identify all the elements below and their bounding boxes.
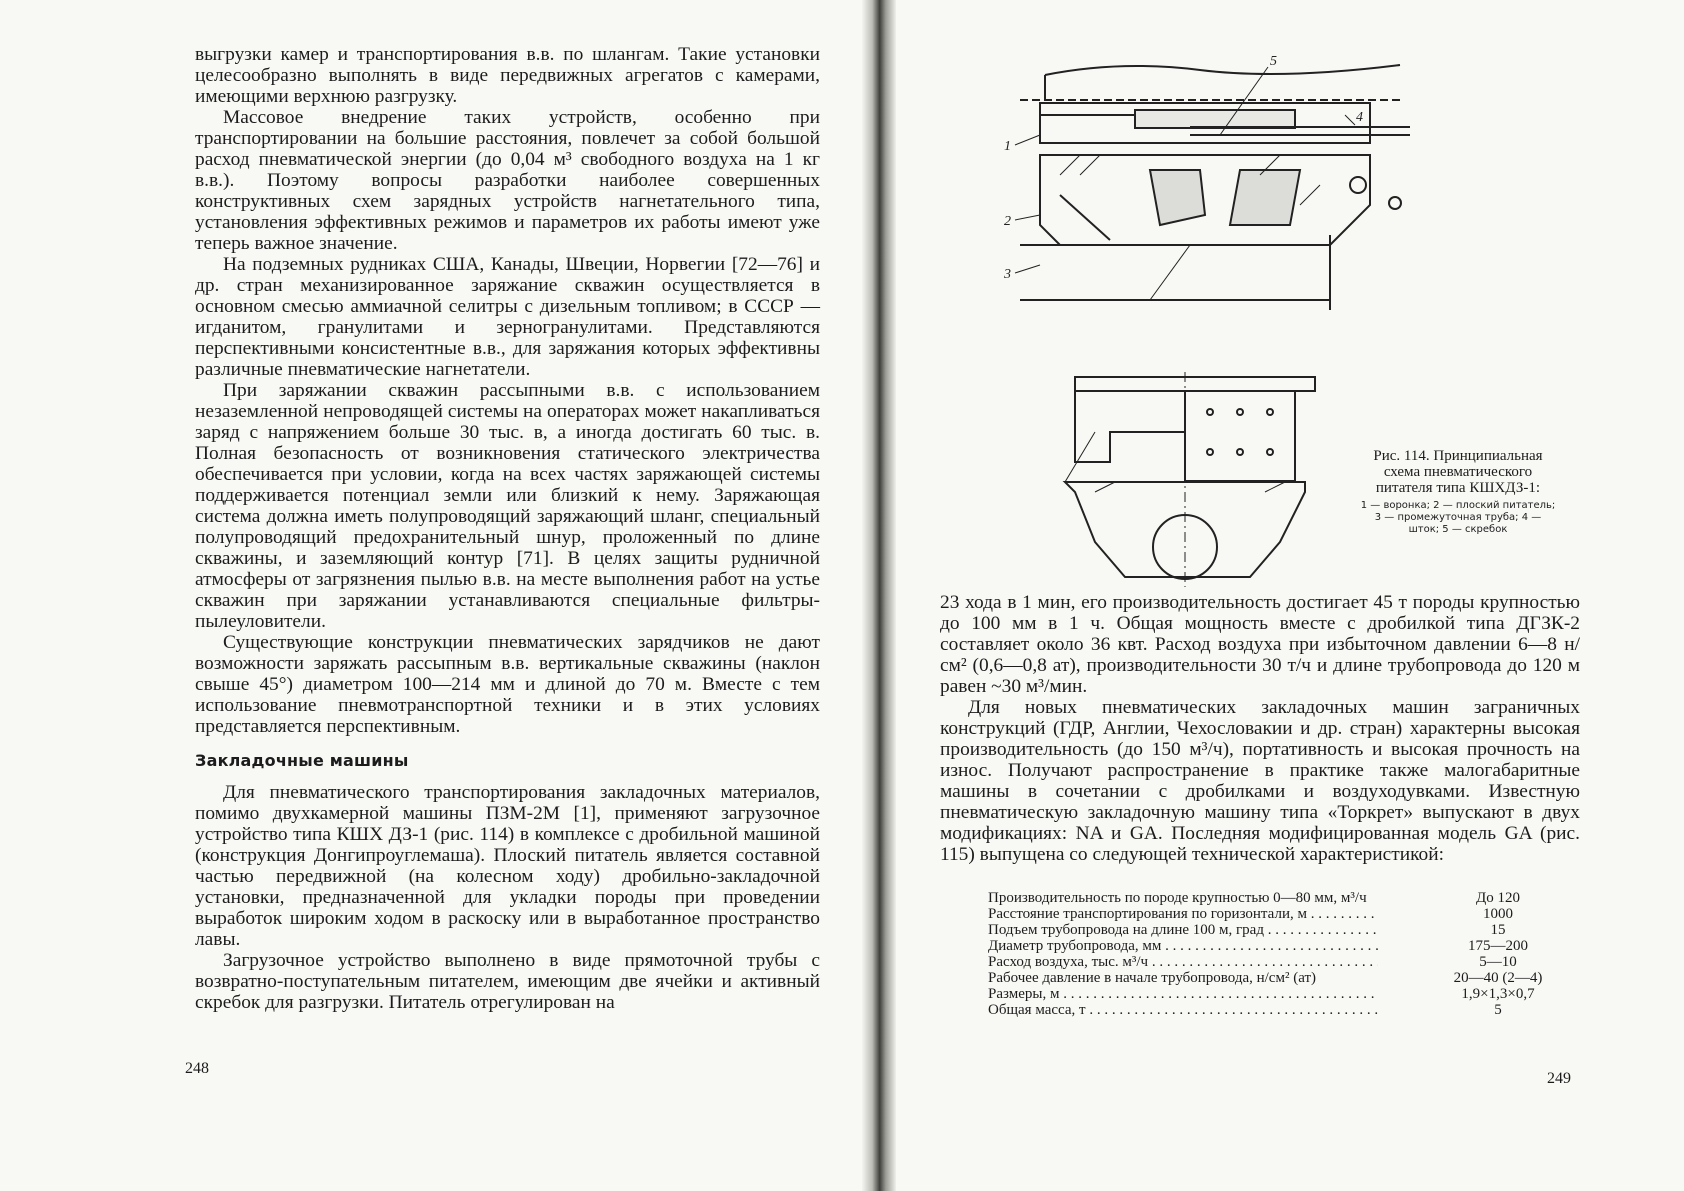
spec-label: Общая масса, т . . . [988, 1002, 1378, 1018]
paragraph: Для пневматического транспортирования закладочных материалов, помимо двухкамерной машины ПЗМ-2М [1], применяют загрузочное устройство типа КШХ ДЗ-1 (рис. 114) в комплексе с дробильной машиной (конструкция Донгипроуглемаша). Плоский питатель является составной частью передвижной (на колесном ходу) дробильно-закладочной установки, предназначенной для укладки породы при проведении выработок широким ходом в раскоску или в выработанное пространство лавы. [195, 782, 820, 950]
paragraph: выгрузки камер и транспортирования в.в. по шлангам. Такие установки целесообразно выполнять в виде передвижных агрегатов с камерами, имеющими верхнюю разгрузку. [195, 44, 820, 107]
paragraph: Существующие конструкции пневматических зарядчиков не дают возможности заряжать рассыпным в.в. вертикальные скважины (наклон свыше 45°) диаметром 100—214 мм и длиной до 70 м. Вместе с тем использование пневмотранспортной техники и в этих условиях представляется перспективным. [195, 632, 820, 737]
spec-label: Рабочее давление в начале трубопровода, н/см² (ат) [988, 970, 1317, 986]
paragraph: 23 хода в 1 мин, его производительность достигает 45 т породы крупностью до 100 мм в 1 ч. Общая мощность вместе с дробилкой типа ДГЗК-2 составляет около 36 квт. Расход воздуха при избыточном давлении 6—8 н/см² (0,6—0,8 ат), производительности 30 т/ч и длине трубопровода до 120 м равен ~30 м³/мин. [940, 592, 1580, 697]
spec-label: Размеры, м . . . [988, 986, 1378, 1002]
spec-label: Производительность по породе крупностью 0—80 мм, м³/ч [988, 890, 1367, 906]
caption-title: Рис. 114. Принципиальная схема пневматического питателя типа КШХДЗ-1: [1373, 448, 1543, 496]
paragraph: Загрузочное устройство выполнено в виде прямоточной трубы с возвратно-поступательным питателем, имеющим две ячейки и активный скребок для разгрузки. Питатель отрегулирован на [195, 950, 820, 1013]
spec-value: 20—40 (2—4) [1453, 970, 1543, 986]
spec-label: Расход воздуха, тыс. м³/ч . . . [988, 954, 1378, 970]
spec-row [988, 986, 1578, 1002]
paragraph: При заряжании скважин рассыпными в.в. с использованием незаземленной непроводящей системы на операторах может накапливаться заряд с напряжением больше 30 тыс. в, а иногда достигать 60 тыс. в. Полная безопасность от возникновения статического электричества обеспечивается при условии, когда на всех частях заряжающей системы поддерживается потенциал земли или близкий к нему. Заряжающая система должна иметь полупроводящий заряжающий шланг, специальный полупроводящий предохранительный шнур, проложенный по длине скважины, и заземляющий контур [71]. В целях защиты рудничной атмосферы от загрязнения пылью в.в. на месте выполнения работ на устье скважин при заряжании устанавливаются специальные фильтры-пылеуловители. [195, 380, 820, 632]
callout-2: 2 [1004, 214, 1011, 229]
feeder-section-drawing [1000, 55, 1410, 325]
spec-row [988, 954, 1578, 970]
left-page-text [195, 44, 820, 1013]
spec-row [988, 970, 1578, 986]
spec-value: 5—10 [1479, 954, 1517, 970]
callout-3: 3 [1004, 267, 1011, 282]
spec-row [988, 890, 1578, 906]
book-gutter [862, 0, 896, 1191]
spec-label: Подъем трубопровода на длине 100 м, град . . . [988, 922, 1378, 938]
paragraph: Для новых пневматических закладочных машин заграничных конструкций (ГДР, Англии, Чехословакии и др. стран) характерны высокая производительность (до 150 м³/ч), портативность и высокая прочность на износ. Получают распространение в практике также малогабаритные машины в сочетании с дробилками и воздуходувками. Известную пневматическую закладочную машину типа «Торкрет» выпускают в двух модификациях: NA и GA. Последняя модифицированная модель GA (рис. 115) выпущена со следующей технической характеристикой: [940, 697, 1580, 865]
spec-value: До 120 [1476, 890, 1520, 906]
spec-row [988, 922, 1578, 938]
paragraph: На подземных рудниках США, Канады, Швеции, Норвегии [72—76] и др. стран механизированное заряжание скважин осуществляется в основном смесью аммиачной селитры с дизельным топливом; в СССР — игданитом, гранулитами и зерногранулитами. Представляются перспективными консистентные в.в., для заряжания которых эффективны различные пневматические нагнетатели. [195, 254, 820, 380]
feeder-cross-section-drawing [1055, 372, 1325, 587]
paragraph: Массовое внедрение таких устройств, особенно при транспортировании на большие расстояния, повлечет за собой большой расход пневматической энергии (до 0,04 м³ свободного воздуха на 1 кг в.в.). Поэтому вопросы разработки наиболее совершенных конструктивных схем зарядных устройств нагнетательного типа, установления эффективных режимов и параметров их работы имеют уже теперь важное значение. [195, 107, 820, 254]
spec-value: 15 [1490, 922, 1506, 938]
spec-row [988, 906, 1578, 922]
section-heading: Закладочные машины [195, 751, 409, 770]
spec-row [988, 1002, 1578, 1018]
right-page-text [940, 592, 1580, 865]
technical-specifications [988, 890, 1578, 1018]
spec-value: 175—200 [1468, 938, 1528, 954]
callout-4: 4 [1356, 110, 1363, 125]
spec-value: 5 [1494, 1002, 1502, 1018]
figure-caption [1358, 448, 1558, 536]
spec-value: 1,9×1,3×0,7 [1461, 986, 1535, 1002]
callout-1: 1 [1004, 139, 1011, 154]
caption-legend: 1 — воронка; 2 — плоский питатель; 3 — промежуточная труба; 4 — шток; 5 — скребок [1360, 500, 1556, 535]
spec-label: Диаметр трубопровода, мм . . . [988, 938, 1378, 954]
page-number-left: 248 [185, 1060, 209, 1077]
callout-5: 5 [1270, 55, 1277, 69]
page-number-right: 249 [1547, 1070, 1571, 1087]
spec-row [988, 938, 1578, 954]
spec-label: Расстояние транспортирования по горизонтали, м . . . [988, 906, 1378, 922]
spec-value: 1000 [1483, 906, 1513, 922]
